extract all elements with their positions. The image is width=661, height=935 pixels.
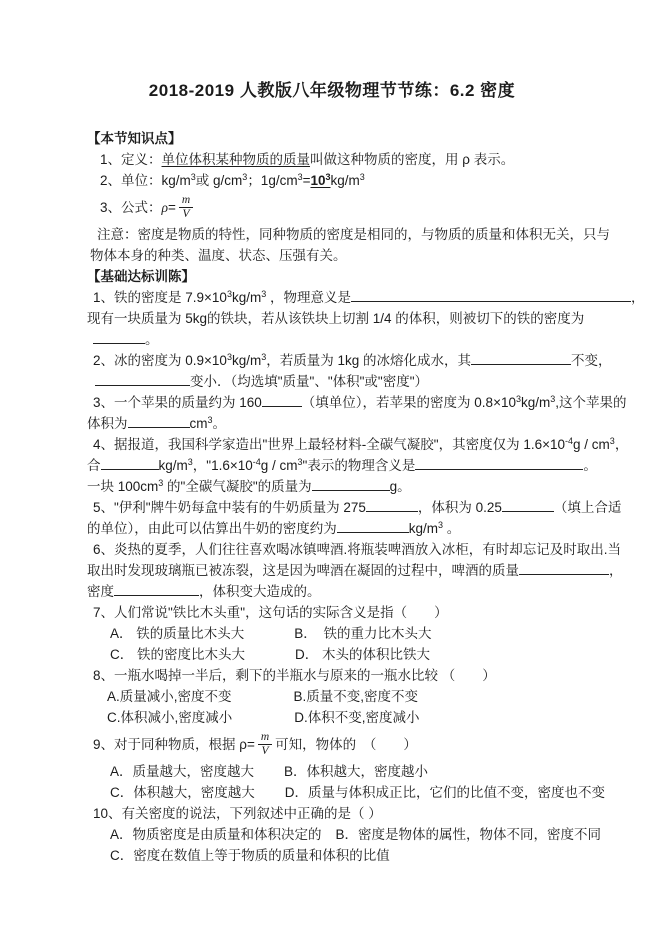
- fraction-denominator: V: [182, 208, 190, 220]
- question-9-line: [87, 728, 577, 761]
- blank-field: [95, 372, 190, 386]
- text-segment: 10、有关密度的说法，下列叙述中正确的是（ ）: [93, 806, 382, 821]
- text-segment: =: [168, 200, 176, 215]
- question-6-line: [87, 539, 622, 560]
- superscript: 3: [550, 394, 556, 404]
- text-segment: g / cm: [260, 458, 298, 473]
- superscript: 3: [297, 457, 303, 467]
- text-segment: 注意：密度是物质的特性，同种物质的密度是相同的，与物质的质量和体积无关，只与: [97, 227, 610, 242]
- superscript: 3: [609, 436, 615, 446]
- fraction: [179, 195, 193, 221]
- question-3-line: [87, 392, 627, 413]
- spacer: [245, 658, 295, 659]
- text-segment: 1、定义：: [100, 152, 162, 167]
- text-segment: 。: [583, 458, 597, 473]
- text-group: [310, 173, 330, 188]
- section-heading-practice: [87, 266, 577, 287]
- text-segment: kg/m: [158, 458, 188, 473]
- text-segment: kg/m: [231, 290, 262, 305]
- text-segment: ，"1.6×10: [192, 458, 253, 473]
- blank-field: [351, 288, 631, 302]
- question-4-line: [87, 434, 629, 455]
- text-segment: A．物质密度是由质量和体积决定的: [110, 827, 322, 842]
- question-10-options: [87, 824, 602, 845]
- text-segment: 5、"伊利"牌牛奶每盒中装有的牛奶质量为 275: [93, 500, 366, 515]
- blank-field: [471, 351, 571, 365]
- text-segment: kg/m: [520, 395, 551, 410]
- blank-field: [337, 519, 409, 533]
- question-10-options: [87, 845, 577, 866]
- text-segment: ，: [614, 437, 629, 452]
- question-1-line: [87, 308, 585, 329]
- question-3-line: [87, 413, 577, 434]
- text-segment: kg/m: [330, 173, 360, 188]
- text-segment: B.质量不变,密度不变: [293, 689, 419, 704]
- question-9-options: [87, 761, 577, 782]
- question-5-line: [87, 518, 577, 539]
- question-4-line: [87, 455, 597, 476]
- section-heading-knowledge: [87, 128, 577, 149]
- superscript: 3: [359, 172, 365, 182]
- text-segment: 2、冰的密度为 0.9×10: [93, 353, 227, 368]
- spacer: [244, 637, 294, 638]
- blank-field: [262, 393, 302, 407]
- text-segment: =: [302, 173, 311, 188]
- text-segment: 取出时发现玻璃瓶已被冻裂，这是因为啤酒在凝固的过程中，啤酒的质量: [87, 563, 519, 578]
- superscript: 3: [158, 478, 164, 488]
- text-segment: 体积为: [87, 416, 128, 431]
- text-segment: （填上合适: [553, 500, 622, 515]
- text-segment: 的"全碳气凝胶"的质量为: [163, 479, 312, 494]
- text-segment: g。: [389, 479, 411, 494]
- text-segment: 【本节知识点】: [87, 131, 182, 146]
- text-segment: 叫做这种物质的密度，用 ρ 表示。: [310, 152, 515, 167]
- blank-field: [366, 498, 418, 512]
- text-segment: A.质量减小,密度不变: [107, 689, 232, 704]
- note-line: [87, 245, 577, 266]
- question-7-line: [87, 602, 577, 623]
- question-5-line: [87, 497, 622, 518]
- text-segment: B．密度是物体的属性，物体不同，密度不同: [335, 827, 602, 842]
- question-6-line: [87, 560, 623, 581]
- blank-field: [128, 414, 190, 428]
- superscript: -4: [252, 457, 261, 467]
- text-segment: 8、一瓶水喝掉一半后，剩下的半瓶水与原来的一瓶水比较 （ ）: [93, 668, 496, 683]
- text-segment: 3、公式：: [100, 200, 162, 215]
- blank-field: [93, 330, 145, 344]
- text-segment: A．质量越大，密度越大: [110, 764, 255, 779]
- text-segment: 现有一块质量为 5kg的铁块，若从该铁块上切割 1/4 的体积，则被切下的铁的密度为: [87, 311, 585, 326]
- text-segment: ，体积为 0.25: [417, 500, 502, 515]
- text-segment: C．体积越大，密度越大: [110, 785, 255, 800]
- text-segment: 或 g/cm: [195, 173, 243, 188]
- blank-field: [519, 561, 609, 575]
- superscript: 3: [325, 172, 331, 182]
- superscript: -4: [565, 436, 574, 446]
- spacer: [255, 796, 285, 797]
- fraction: [258, 732, 272, 758]
- document-title: 2018-2019 人教版八年级物理节节练：6.2 密度: [148, 81, 516, 100]
- superscript: 3: [242, 172, 248, 182]
- document-body: [87, 128, 645, 866]
- text-segment: 【基础达标训陈】: [87, 269, 195, 284]
- text-segment: 变小．（均选填"质量"、"体积"或"密度"）: [190, 374, 429, 389]
- knowledge-item-units: [87, 170, 577, 191]
- text-segment: 一块 100cm: [87, 479, 159, 494]
- text-segment: 10: [310, 173, 326, 188]
- superscript: 3: [187, 457, 193, 467]
- text-segment: 7、人们常说"铁比木头重"，这句话的实际含义是指（ ）: [93, 605, 448, 620]
- blank-field: [312, 477, 390, 491]
- text-segment: A． 铁的质量比木头大: [110, 626, 245, 641]
- text-segment: C.体积减小,密度减小: [107, 710, 233, 725]
- note-line: [87, 224, 610, 245]
- text-segment: kg/m: [231, 353, 262, 368]
- text-segment: 6、炎热的夏季，人们往往喜欢喝冰镇啤酒.将瓶装啤酒放入冰柜，有时却忘记及时取出.当: [93, 542, 622, 557]
- question-1-line: [87, 329, 577, 350]
- text-segment: D．质量与体积成正比，它们的比值不变，密度也不变: [284, 785, 605, 800]
- blank-field: [502, 498, 554, 512]
- text-segment: ，物理意义是: [266, 290, 351, 305]
- text-segment: （填单位），若苹果的密度为 0.8×10: [301, 395, 516, 410]
- knowledge-item-formula: [87, 191, 577, 224]
- superscript: 3: [261, 352, 267, 362]
- text-segment: 9、对于同种物质，根据 ρ=: [93, 737, 255, 752]
- text-segment: ；1g/cm: [247, 173, 298, 188]
- question-4-line: [87, 476, 577, 497]
- spacer: [232, 700, 294, 701]
- text-segment: ，: [609, 563, 623, 578]
- text-segment: ，体积变大造成的。: [199, 584, 321, 599]
- question-7-options: [87, 623, 577, 644]
- question-1-line: [87, 287, 645, 308]
- fraction-numerator: m: [258, 732, 272, 746]
- question-2-line: [87, 371, 577, 392]
- text-segment: 合: [87, 458, 101, 473]
- spacer: [254, 775, 284, 776]
- blank-field: [114, 582, 199, 596]
- text-segment: g / cm: [573, 437, 610, 452]
- spacer: [232, 721, 294, 722]
- text-segment: kg/m: [408, 521, 439, 536]
- text-segment: 不变，: [571, 353, 612, 368]
- spacer: [322, 838, 336, 839]
- text-segment: 密度: [87, 584, 114, 599]
- blank-field: [415, 456, 583, 470]
- text-segment: ,这个苹果的: [555, 395, 627, 410]
- question-10-line: [87, 803, 577, 824]
- superscript: 3: [190, 172, 196, 182]
- blank-field: [101, 456, 159, 470]
- question-8-line: [87, 665, 577, 686]
- question-8-options: [87, 707, 577, 728]
- knowledge-item-definition: [87, 149, 577, 170]
- text-segment: ，: [631, 290, 645, 305]
- text-segment: B． 铁的重力比木头大: [294, 626, 432, 641]
- text-segment: C． 铁的密度比木头大: [110, 647, 245, 662]
- text-segment: 。: [212, 416, 227, 431]
- superscript: 3: [226, 352, 232, 362]
- text-segment: C．密度在数值上等于物质的质量和体积的比值: [110, 848, 390, 863]
- text-segment: 2、单位：kg/m: [100, 173, 191, 188]
- text-segment: 物体本身的种类、温度、状态、压强有关。: [90, 248, 347, 263]
- question-8-options: [87, 686, 577, 707]
- text-segment: ，若质量为 1kg 的冰熔化成水，其: [266, 353, 472, 368]
- text-segment: 。: [145, 332, 159, 347]
- text-segment: 单位体积某种物质的质量: [161, 152, 311, 167]
- text-segment: B．体积越大，密度越小: [284, 764, 429, 779]
- text-segment: "表示的物理含义是: [302, 458, 416, 473]
- question-6-line: [87, 581, 577, 602]
- text-segment: 1、铁的密度是 7.9×10: [93, 290, 227, 305]
- text-segment: 。: [443, 521, 461, 536]
- text-segment: D． 木头的体积比铁大: [295, 647, 430, 662]
- question-7-options: [87, 644, 577, 665]
- text-segment: D.体积不变,密度减小: [294, 710, 420, 725]
- text-segment: 可知，物体的 （ ）: [275, 737, 417, 752]
- question-9-options: [87, 782, 605, 803]
- fraction-numerator: m: [179, 195, 193, 209]
- superscript: 3: [438, 520, 444, 530]
- superscript: 3: [515, 394, 521, 404]
- text-segment: 的单位），由此可以估算出牛奶的密度约为: [87, 521, 337, 536]
- text-segment: 4、据报道，我国科学家造出"世界上最轻材料-全碳气凝胶"，其密度仅为 1.6×10: [93, 437, 566, 452]
- text-segment: ρ: [161, 200, 168, 215]
- text-segment: cm: [189, 416, 208, 431]
- text-segment: 3、一个苹果的质量约为 160: [93, 395, 262, 410]
- superscript: 3: [207, 415, 213, 425]
- superscript: 3: [226, 289, 232, 299]
- fraction-denominator: V: [261, 745, 269, 757]
- superscript: 3: [297, 172, 303, 182]
- superscript: 3: [261, 289, 267, 299]
- question-2-line: [87, 350, 612, 371]
